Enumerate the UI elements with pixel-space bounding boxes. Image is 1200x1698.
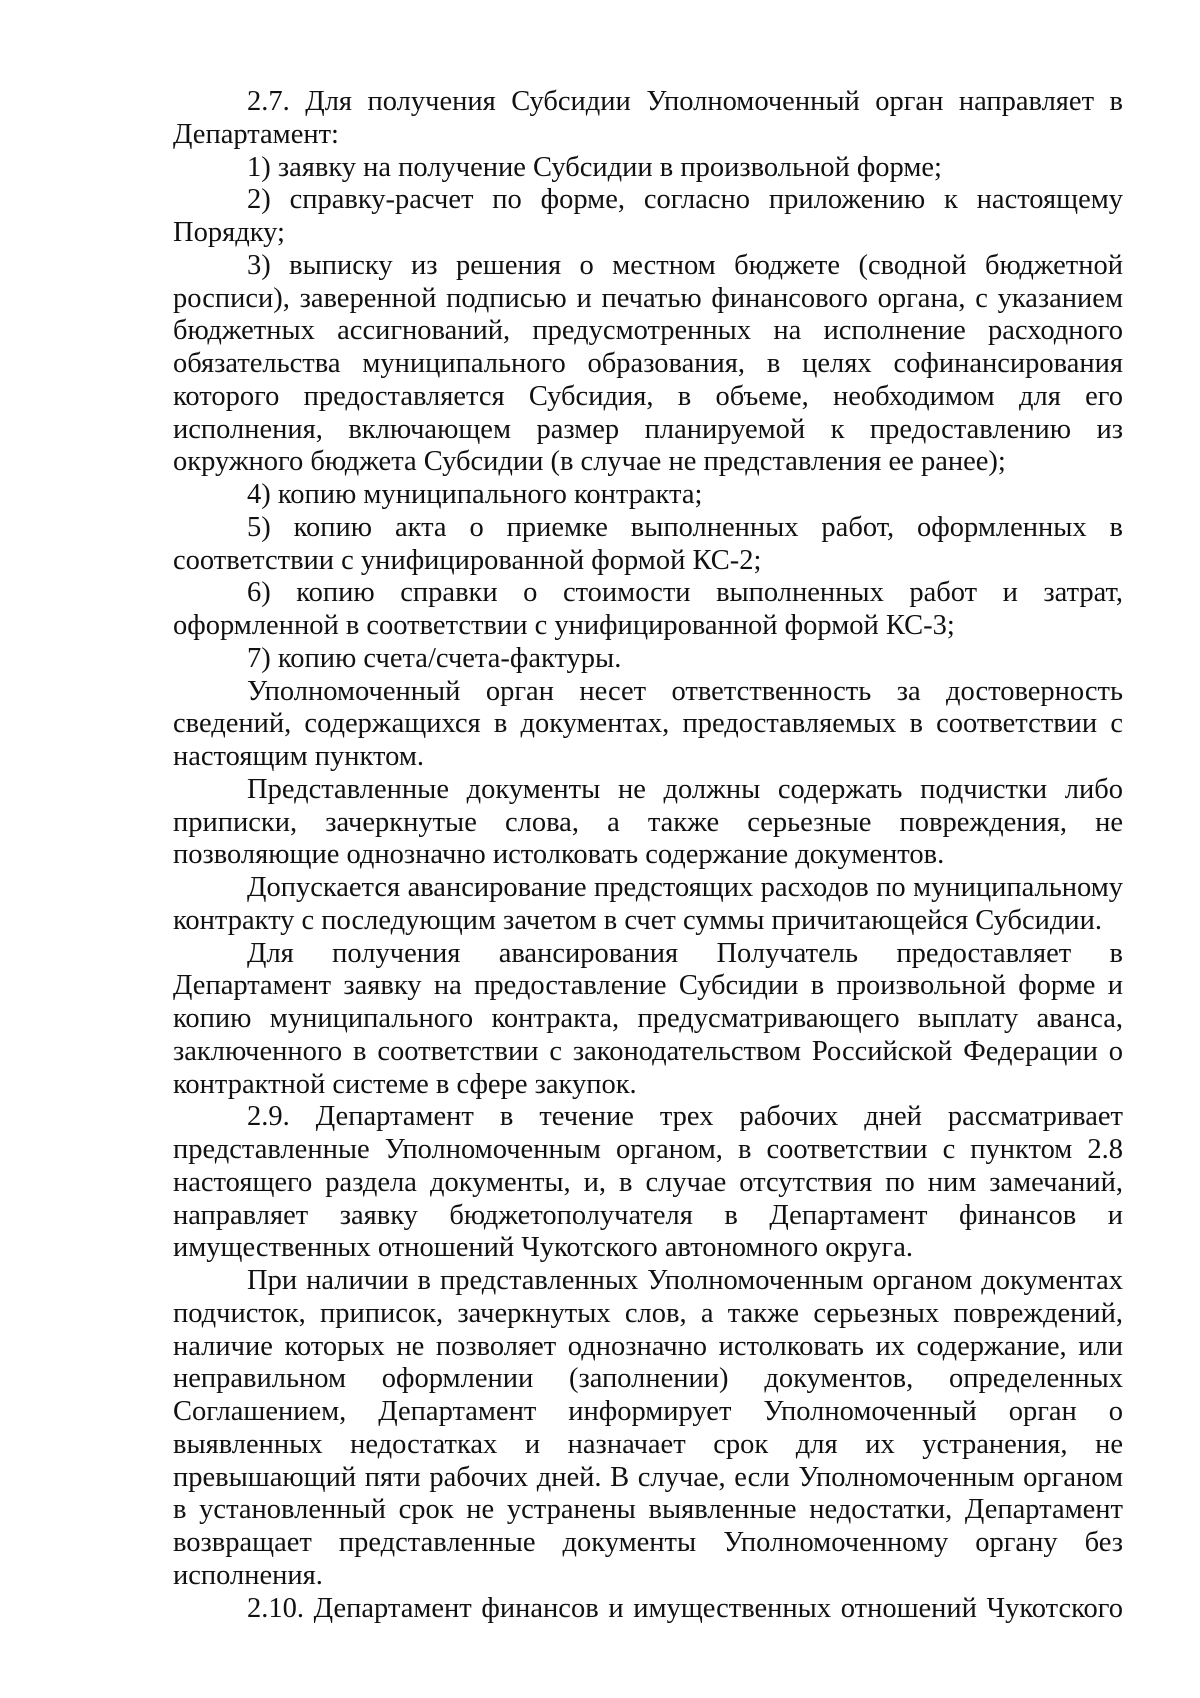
document-line: приписки, зачеркнутые слова, а также серьезные повреждения, не	[173, 806, 1123, 838]
document-line: подчисток, приписок, зачеркнутых слов, а также серьезных повреждений,	[173, 1297, 1123, 1329]
document-line: Для получения авансирования Получатель предоставляет в	[247, 937, 1123, 969]
document-line: 4) копию муниципального контракта;	[247, 479, 703, 510]
document-line: имущественных отношений Чукотского автономного округа.	[173, 1232, 913, 1264]
document-line: настоящего раздела документы, и, в случае отсутствия по ним замечаний,	[173, 1166, 1123, 1198]
document-line: заключенного в соответствии с законодательством Российской Федерации о	[173, 1035, 1123, 1067]
document-line: сведений, содержащихся в документах, предоставляемых в соответствии с	[173, 708, 1123, 740]
document-line: превышающий пяти рабочих дней. В случае, если Уполномоченным органом	[173, 1461, 1123, 1493]
document-line: выявленных недостатках и назначает срок для их устранения, не	[173, 1428, 1123, 1460]
document-line: оформленной в соответствии с унифицированной формой КС-3;	[173, 610, 955, 641]
document-line: позволяющие однозначно истолковать содержание документов.	[173, 839, 945, 871]
document-line: 5) копию акта о приемке выполненных работ, оформленных в	[247, 511, 1123, 543]
document-line: окружного бюджета Субсидии (в случае не представления ее ранее);	[173, 446, 1006, 478]
document-line: 3) выписку из решения о местном бюджете (сводной бюджетной	[247, 249, 1123, 281]
document-line: Департамент:	[173, 118, 339, 150]
document-line: направляет заявку бюджетополучателя в Департамент финансов и	[173, 1199, 1123, 1231]
document-line: представленные Уполномоченным органом, в соответствии с пунктом 2.8	[173, 1134, 1123, 1165]
document-line: 2.9. Департамент в течение трех рабочих дней рассматривает	[247, 1101, 1123, 1133]
document-line: которого предоставляется Субсидия, в объеме, необходимом для его	[173, 380, 1123, 412]
document-line: росписи), заверенной подписью и печатью финансового органа, с указанием	[173, 282, 1123, 314]
document-line: соответствии с унифицированной формой КС-2;	[173, 544, 762, 576]
document-line: 1) заявку на получение Субсидии в произвольной форме;	[247, 151, 942, 183]
document-line: возвращает представленные документы Уполномоченному органу без	[173, 1527, 1123, 1558]
document-line: исполнения.	[173, 1559, 323, 1591]
document-body	[173, 86, 1123, 1625]
document-line: 2.10. Департамент финансов и имущественных отношений Чукотского	[247, 1592, 1123, 1624]
document-line: копию муниципального контракта, предусматривающего выплату аванса,	[173, 1003, 1123, 1034]
document-line: неправильном оформлении (заполнении) документов, определенных	[173, 1363, 1123, 1395]
document-line: Уполномоченный орган несет ответственность за достоверность	[247, 675, 1123, 707]
document-line: При наличии в представленных Уполномоченным органом документах	[247, 1265, 1123, 1296]
document-line: 7) копию счета/счета-фактуры.	[247, 642, 622, 674]
document-line: Соглашением, Департамент информирует Уполномоченный орган о	[173, 1396, 1123, 1427]
document-line: Порядку;	[173, 217, 285, 248]
document-line: 2.7. Для получения Субсидии Уполномоченный орган направляет в	[247, 86, 1123, 117]
document-line: 2) справку-расчет по форме, согласно приложению к настоящему	[247, 184, 1123, 216]
document-line: Допускается авансирование предстоящих расходов по муниципальному	[247, 872, 1123, 903]
document-line: исполнения, включающем размер планируемой к предоставлению из	[173, 413, 1123, 445]
document-line: обязательства муниципального образования, в целях софинансирования	[173, 348, 1123, 379]
document-line: наличие которых не позволяет однозначно истолковать их содержание, или	[173, 1330, 1123, 1362]
document-line: контракту с последующим зачетом в счет суммы причитающейся Субсидии.	[173, 904, 1102, 936]
document-line: бюджетных ассигнований, предусмотренных на исполнение расходного	[173, 315, 1123, 347]
document-line: контрактной системе в сфере закупок.	[173, 1068, 637, 1100]
document-line: в установленный срок не устранены выявленные недостатки, Департамент	[173, 1494, 1123, 1526]
document-line: настоящим пунктом.	[173, 741, 424, 772]
document-line: Департамент заявку на предоставление Субсидии в произвольной форме и	[173, 970, 1123, 1002]
document-line: 6) копию справки о стоимости выполненных работ и затрат,	[247, 577, 1123, 609]
document-line: Представленные документы не должны содержать подчистки либо	[247, 773, 1123, 805]
